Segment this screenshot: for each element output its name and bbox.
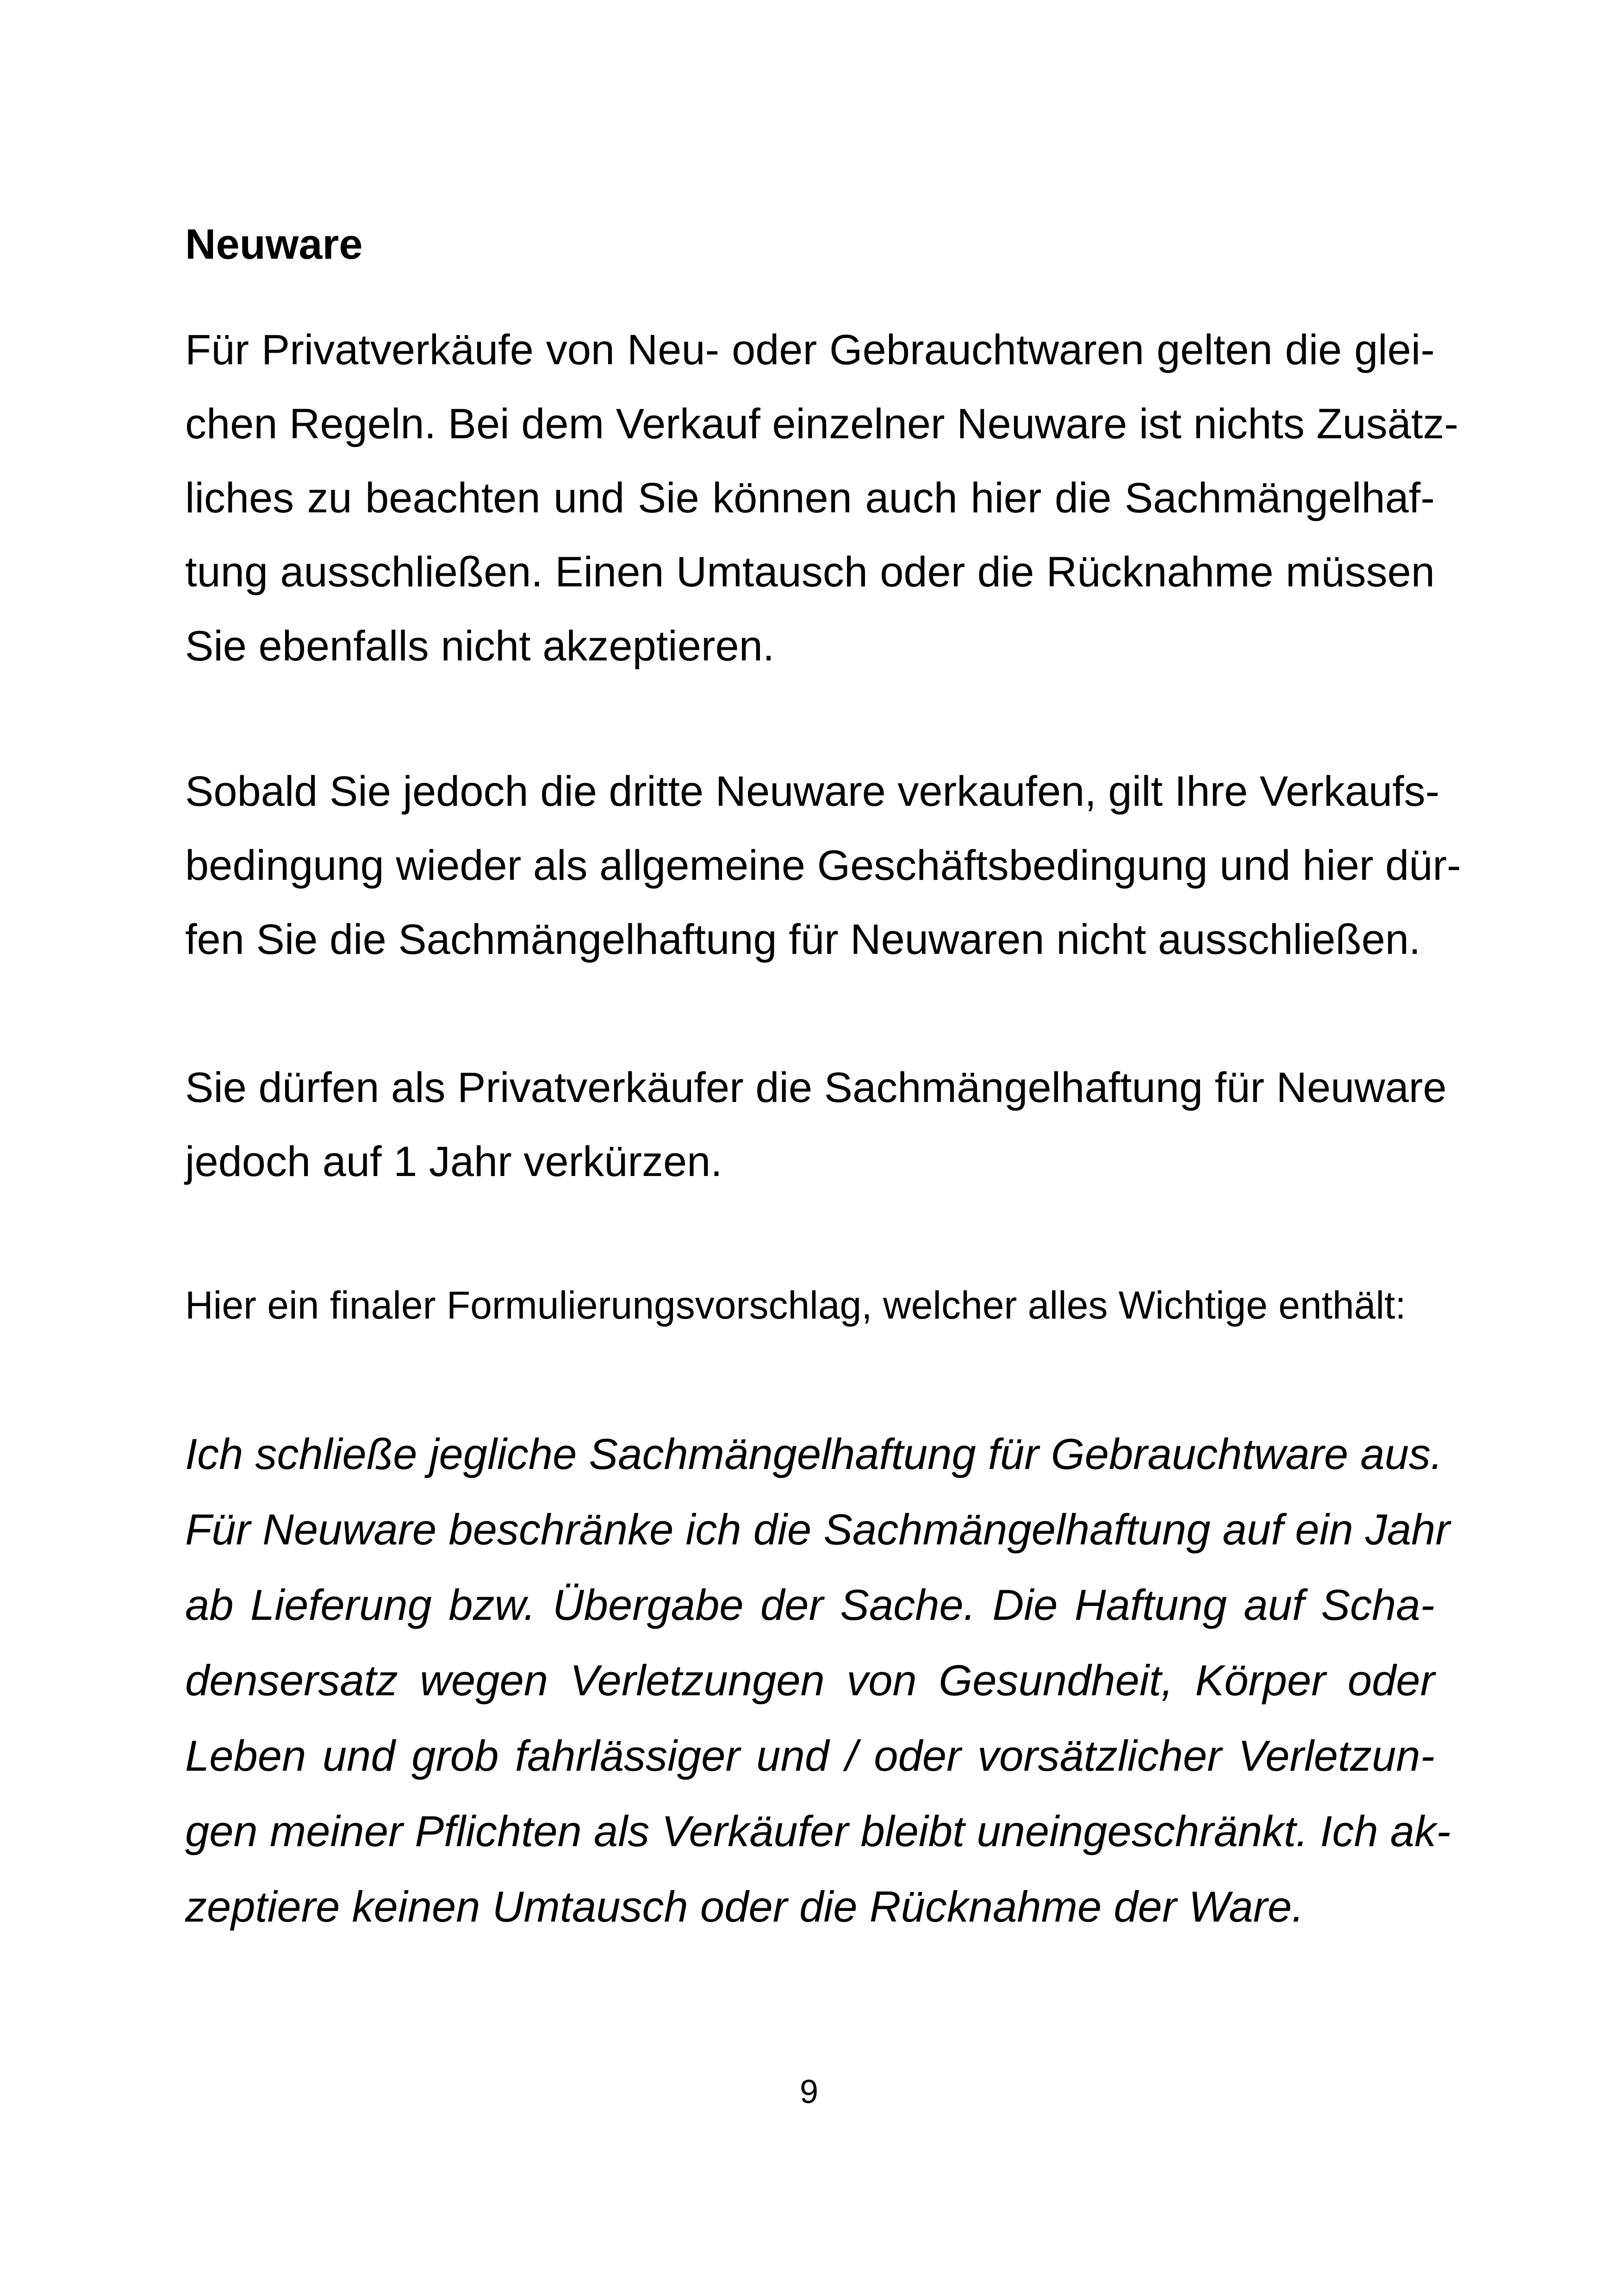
text-line: Sie dürfen als Privatverkäufer die Sachmängelhaftung für Neuware — [185, 1064, 1447, 1111]
text-line: Hier ein finaler Formulierungsvorschlag, welcher alles Wichtige enthält: — [185, 1283, 1406, 1327]
text-line: zeptiere keinen Umtausch oder die Rücknahme der Ware. — [185, 1882, 1304, 1931]
text-line: gen meiner Pflichten als Verkäufer bleibt uneingeschränkt. Ich ak- — [185, 1807, 1451, 1855]
text-line: Sobald Sie jedoch die dritte Neuware verkaufen, gilt Ihre Verkaufs- — [185, 768, 1440, 815]
paragraph-intro-suggestion — [185, 1268, 1435, 1342]
text-line: liches zu beachten und Sie können auch hier die Sachmängelhaf- — [185, 474, 1435, 522]
paragraph-suggested-wording — [185, 1416, 1451, 1944]
text-line: Sie ebenfalls nicht akzeptieren. — [185, 622, 775, 670]
text-line: Ich schließe jegliche Sachmängelhaftung für Gebrauchtware aus. — [185, 1430, 1443, 1478]
text-line: Für Neuware beschränke ich die Sachmängelhaftung auf ein Jahr — [185, 1505, 1450, 1554]
paragraph-shorten-liability — [185, 1051, 1447, 1199]
text-line: Leben und grob fahrlässiger und / oder vorsätzlicher Verletzun- — [185, 1731, 1435, 1780]
paragraph-third-item — [185, 754, 1461, 977]
text-line: Für Privatverkäufe von Neu- oder Gebrauchtwaren gelten die glei- — [185, 326, 1435, 373]
text-line: fen Sie die Sachmängelhaftung für Neuwaren nicht ausschließen. — [185, 916, 1421, 963]
section-heading: Neuware — [185, 221, 363, 268]
text-line: jedoch auf 1 Jahr verkürzen. — [185, 1138, 722, 1185]
text-line: bedingung wieder als allgemeine Geschäftsbedingung und hier dür- — [185, 842, 1461, 889]
text-line: ab Lieferung bzw. Übergabe der Sache. Die Haftung auf Scha- — [185, 1580, 1435, 1629]
text-line: densersatz wegen Verletzungen von Gesundheit, Körper oder — [185, 1656, 1435, 1705]
text-line: tung ausschließen. Einen Umtausch oder die Rücknahme müssen — [185, 548, 1435, 596]
text-line: chen Regeln. Bei dem Verkauf einzelner Neuware ist nichts Zusätz- — [185, 400, 1459, 448]
page-number: 9 — [799, 2073, 819, 2110]
paragraph-private-sales — [185, 313, 1459, 683]
